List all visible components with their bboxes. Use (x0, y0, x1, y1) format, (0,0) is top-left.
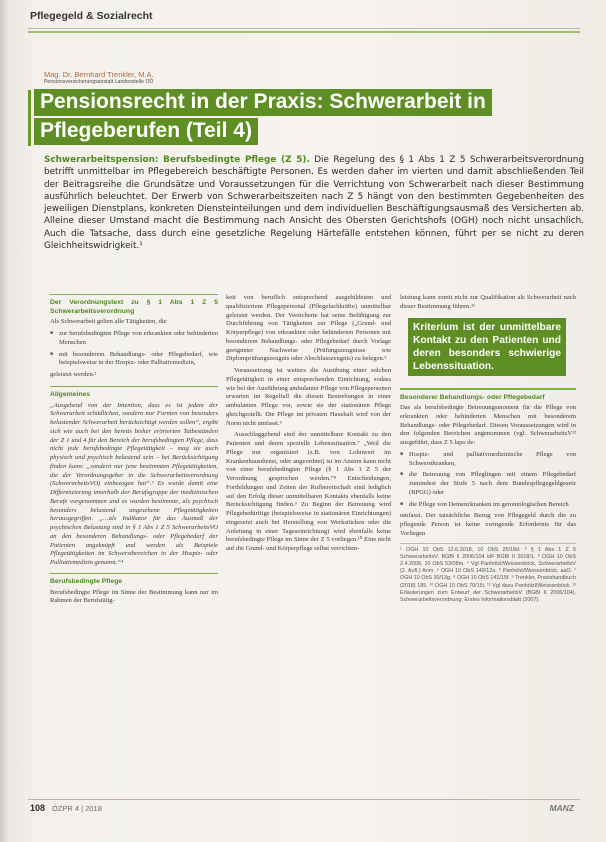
paragraph: Als Schwerarbeit gelten alle Tätigkeiten, die (50, 318, 167, 326)
column-1 (50, 294, 218, 609)
section-rule (50, 386, 218, 387)
journal-issue: ÖZPR 4 | 2018 (52, 804, 102, 813)
header-accent-rule (28, 31, 580, 33)
page-number: 108 (30, 803, 46, 813)
lead-text: Die Regelung des § 1 Abs 1 Z 5 Schwerarbeitsverordnung betrifft unmittelbar im Pflegebereich beschäftigte Personen. Es werden daher im vierten und damit abschließenden Teil der Beitragsreihe die Grundsätze und Voraussetzungen für die Verrichtung von Schwerarbeit nach dieser Bestimmung ausführlich beleuchtet. Der Erwerb von Schwerarbeitszeiten nach Z 5 hängt von den bestimmten Gegebenheiten des jeweiligen Dienstplans, konkreten Diensteinteilungen und dem individuellen Beschäftigungsausmaß des Versicherten ab. Alleine dieser Umstand macht die Bestimmung nach Ansicht des Obersten Gerichtshofs (OGH) noch nicht unsachlich. Auch die Tatsache, dass durch eine gesetzliche Regelung Härtefälle entstehen können, führt per se nicht zu deren Gleichheitswidrigkeit.¹ (44, 155, 584, 252)
pull-quote: Kriterium ist der unmittelbare Kontakt zu den Patienten und deren besonders schwierige Lebenssituation. (408, 318, 566, 377)
paragraph: „Ausgehend von der Intention, dass es ist jedem der Schwerarbeit schädlichen, sondern nur Formen von besonders belastender Schwerarbeit berücksichtigt werden sollen“, ergibt sich wie auch bei den bereits bisher erörterten Tatbeständen der Z 1 und 4 für den Bereich der berufsbedingten Pflege, dass nicht jede berufsbedingte Pflegetätigkeit – mag sie auch physisch und psychisch belastend sein – bei Berücksichtigung finden kann: „sondern nur jene bestimmten Pflegetätigkeiten, die der Verordnungsgeber in die Schwerarbeitsverordnung (SchwerarbeitsVO) einbezogen hat“.³ Es wurde damit eine Differenzierung innerhalb der Berufsgruppe der medizinischen Berufe vorgenommen und es wurden bestimmte, als psychisch besonders belastend angesehene Pflegetätigkeiten herausgegriffen. „…als Indikator für das Ausmaß der psychischen Belastung sind in § 1 Abs 1 Z 5 SchwerarbeitsVO an den besonderen Behandlungs- oder Pflegebedarf der Patienten angeknüpft und werden als Beispiele Pflegetätigkeiten im Schwerstbereichen in der Hospiz- oder Palliativmedizin genannt.“⁴ (50, 401, 218, 567)
author-name: Mag. Dr. Bernhard Trenkler, M.A. (44, 70, 154, 79)
section-rule (400, 388, 576, 389)
section-rule (50, 294, 218, 295)
paragraph: leistung kann somit nicht zur Qualifikation als Schwerarbeit nach dieser Bestimmung führen.¹¹ (400, 294, 576, 310)
paragraph: Berufsbedingte Pflege im Sinne der Bestimmung kann nur im Rahmen der Berufstätig- (50, 588, 218, 605)
article-title (34, 89, 594, 147)
lead-paragraph (44, 154, 584, 252)
paragraph: Voraussetzung ist weiters die Ausübung einer solchen Pflegetätigkeit in einer entsprechenden Einrichtung, sodass wie bei der Ausführung ambulanter Pflege von Pflegepersonen erwarten im Regelfall die diesen Bestrebungen in einer ambulanten Pflege vor, sowie sie der stationären Pflege gleichgestellt. Die Pflege im privaten Haushalt wird von der Norm nicht umfasst.⁶ (226, 367, 391, 427)
paragraph: umfasst. Der tatsächliche Bezug von Pflegegeld durch die zu pflegende Person ist keine zwingende Erfordernis für das Vorliegen (400, 512, 576, 537)
bullet-item: ■ die Betreuung von Pfleglingen mit einem Pflegebedarf zumindest der Stufe 5 nach dem Bundespflegegeldgesetz (BPGG) oder (400, 471, 576, 497)
footer-rule (28, 799, 580, 800)
scan-shadow (0, 0, 8, 842)
bullet-item: ■ zur berufsbedingten Pflege von erkrankten oder behinderten Menschen (50, 330, 218, 348)
publisher-logo: MANZ (549, 803, 574, 813)
header-rule (28, 28, 580, 29)
paragraph: Ausschlaggebend sind der unmittelbare Kontakt zu den Patienten und deren spezielle Lebenssituation.⁷ „Weil die Pflege nur organisiert (z.B. von Lohnwert im Krankenhausdienst, oder angeordnet) ist im Ansinn kann nicht von einer berufsbedingten Pflege (§ 1 Abs 1 Z 5 der Verordnung gesprochen werden.“⁸ Entscheidungen, Fortbildungen und Zeiten der Rufbereitschaft sind lediglich auf den Erfolg dieser unmittelbaren Kontakts ebenfalls keine Berücksichtigung finden.⁹ Zu Beginn der Betreuung wird Pflegebedürftige (beispielsweise in stationären Einrichtungen) eingesetzt auch bei Herstellung von Werkstücken oder die Anleitung in einer Tageseinrichtung) wird ebenfalls keine berufsbedingte Pflege im Sinne der Z 5 vorliegen.¹⁰ Eine nicht auf die Grund- und Körperpflege selbst verrichten- (226, 431, 391, 552)
bullet-item: ■ mit besonderem Behandlungs- oder Pflegebedarf, wie beispielsweise in der Hospiz- oder Palliativmedizin, (50, 351, 218, 369)
column-2 (226, 294, 391, 557)
paragraph: keit von beruflich entsprechend ausgebildetem und qualifiziertem Pflegepersonal (Pflegefachkräfte) unmittelbar geleistet werden. Der Versicherte hat seine Befähigung zur Durchführung von Tätigkeiten zur Pflege („Grund- und Körperpflege) von erkrankten oder behinderten Personen mit besonderem Behandlungs- oder Pflegebedarf durch Vorlage geeigneter Nachweise (Prüfungszeugnisse wie Diplomprüfungszeugnis oder Abschlusszeugnis) zu belegen.⁵ (226, 294, 391, 363)
section-heading-berufsbedingte-pflege: Berufsbedingte Pflege (50, 578, 123, 586)
section-heading-verordnungstext: Der Verordnungstext zu § 1 Abs 1 Z 5 Schwerarbeitsverordnung (50, 299, 218, 315)
title-line-2: Pflegeberufen (Teil 4) (34, 118, 258, 145)
title-line-1: Pensionsrecht in der Praxis: Schwerarbeit in (34, 89, 492, 116)
section-heading-allgemeines: Allgemeines (50, 391, 91, 399)
paragraph: geleistet werden.² (50, 371, 97, 379)
bullet-item: ■ die Pflege von Demenzkranken im gerontologischen Bereich (400, 501, 576, 510)
bullet-item: ■ Hospiz- und palliativmedizinische Pflege von Schwerstkranken, (400, 451, 576, 469)
title-accent-bar (28, 90, 31, 146)
section-rule (50, 573, 218, 574)
author-affiliation: Pensionsversicherungsanstalt Landesstelle OÖ (44, 79, 154, 85)
paragraph: Das als berufsbedingte Betreuungsmoment für die Pflege von erkrankten oder behinderten Menschen mit besonderem Behandlungs- oder Pflegebedarf. Diesen Voraussetzungen wird in den folgenden Bereichen angenommen (vgl. SchwerarbeitsV¹² ausgeführt, dass Z 5 lapo de: (400, 404, 576, 447)
running-head: Pflegegeld & Sozialrecht (30, 10, 153, 22)
section-heading-behandlungsbedarf: Besonderer Behandlungs- oder Pflegebedarf (400, 393, 545, 401)
footnotes: ¹ OGH 10 ObS 12.6.2018, 10 ObS 25/18d. ² § 1 Abs 1 Z 5 SchwerarbeitsV; BGBl II 2006/104 idF BGBl II 2018/1. ³ OGH 10 ObS 2.4.2008, 10 ObS 53/08m. ⁴ Vgl Panhölzl/Weissenböck, SchwerarbeitsV (2. Aufl.) Anm. ⁵ OGH 10 ObS 149/12a. ⁶ Panhölzl/Weissenböck, aaO. ⁷ OGH 10 ObS 30/13g. ⁸ OGH 10 ObS 141/15f. ⁹ Trenkler, Praxishandbuch (2018) 185. ¹⁰ OGH 10 ObS 70/15i. ¹¹ Vgl dazu Panhölzl/Weissenböck. ¹² Erläuterungen zum Entwurf der SchwerarbeitsV (BGBl II 2006/104). Schwerarbeitsverordnung; Erstes Informationsblatt (2007). (400, 543, 576, 605)
lead-label: Schwerarbeitspension: Berufsbedingte Pflege (Z 5). (44, 155, 310, 165)
column-3 (400, 294, 576, 604)
